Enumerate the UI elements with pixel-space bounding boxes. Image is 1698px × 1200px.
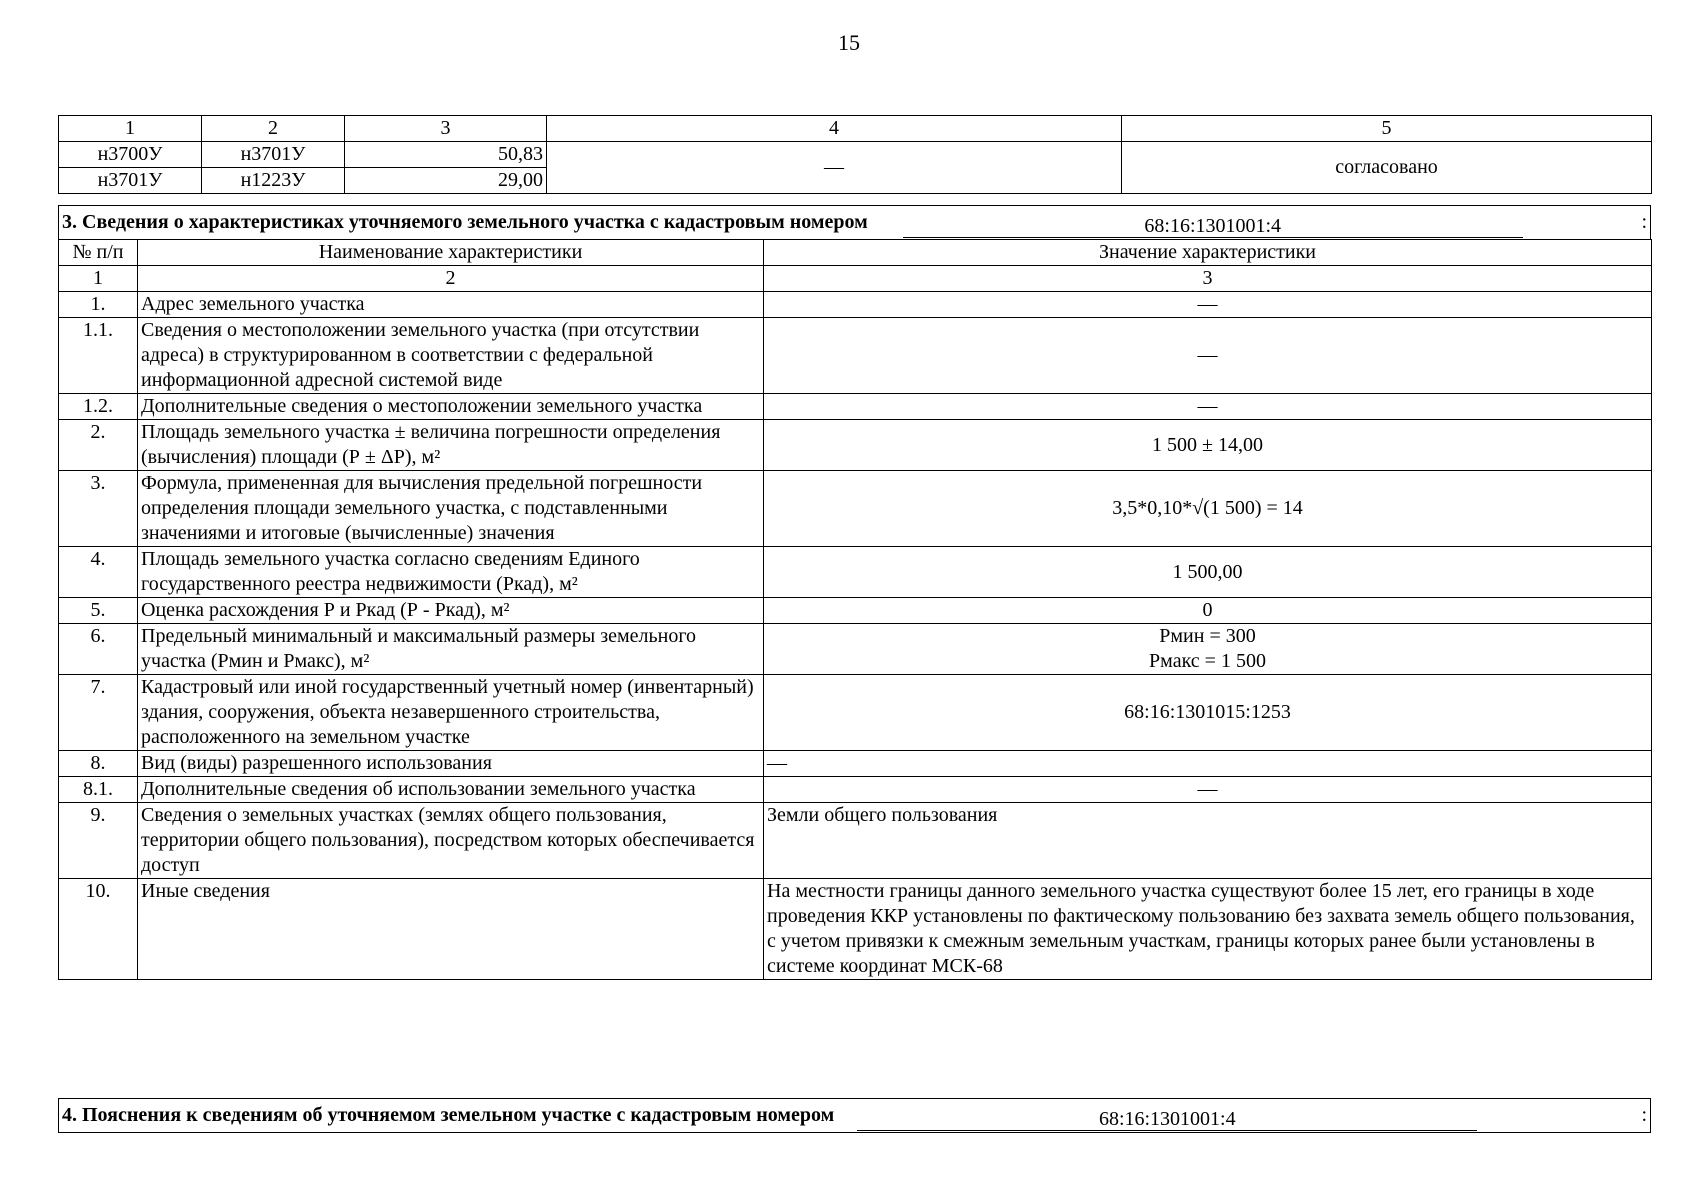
section-4-header bbox=[58, 1098, 1651, 1133]
characteristic-value: — bbox=[764, 292, 1652, 318]
table-row bbox=[59, 751, 1652, 777]
table-row bbox=[59, 420, 1652, 471]
row-number: 7. bbox=[59, 675, 138, 751]
column-number: 1 bbox=[59, 116, 202, 142]
column-number: 3 bbox=[764, 266, 1652, 292]
section-3-cadastral-number: 68:16:1301001:4 bbox=[903, 215, 1523, 238]
table-row bbox=[59, 292, 1652, 318]
characteristic-value: 68:16:1301015:1253 bbox=[764, 675, 1652, 751]
column-4-value: — bbox=[547, 142, 1122, 194]
characteristic-value bbox=[764, 624, 1652, 675]
table-row bbox=[59, 142, 1652, 168]
row-number: 3. bbox=[59, 471, 138, 547]
section-3-title: 3. Сведения о характеристиках уточняемого земельного участка с кадастровым номером bbox=[62, 211, 868, 233]
characteristic-name: Сведения о земельных участках (землях общего пользования, территории общего пользования), посредством которых обеспечивается доступ bbox=[138, 803, 764, 879]
table-row bbox=[59, 318, 1652, 394]
column-number: 5 bbox=[1122, 116, 1652, 142]
table-row bbox=[59, 394, 1652, 420]
characteristic-name: Дополнительные сведения о местоположении земельного участка bbox=[138, 394, 764, 420]
table-row bbox=[59, 879, 1652, 980]
characteristic-value: На местности границы данного земельного участка существуют более 15 лет, его границы в ходе проведения ККР установлены по фактическому пользованию без захвата земель общего пользования, с учетом привязки к смежным земельным участкам, границы которых ранее были установлены в системе координат МСК-68 bbox=[764, 879, 1652, 980]
characteristic-value: — bbox=[764, 751, 1652, 777]
row-number: 2. bbox=[59, 420, 138, 471]
column-number: 1 bbox=[59, 266, 138, 292]
characteristic-name: Адрес земельного участка bbox=[138, 292, 764, 318]
characteristic-value: 1 500 ± 14,00 bbox=[764, 420, 1652, 471]
characteristic-value: 3,5*0,10*√(1 500) = 14 bbox=[764, 471, 1652, 547]
table-row bbox=[59, 598, 1652, 624]
column-number: 3 bbox=[345, 116, 547, 142]
table-row bbox=[59, 675, 1652, 751]
row-number: 1. bbox=[59, 292, 138, 318]
header-value: Значение характеристики bbox=[764, 240, 1652, 266]
characteristic-name: Сведения о местоположении земельного участка (при отсутствии адреса) в структурированном в соответствии с федеральной информационной адресной системой виде bbox=[138, 318, 764, 394]
section-4-colon: : bbox=[1641, 1104, 1647, 1126]
section-3-title-cell bbox=[59, 206, 1651, 240]
characteristic-value: — bbox=[764, 394, 1652, 420]
characteristic-name: Кадастровый или иной государственный учетный номер (инвентарный) здания, сооружения, объекта незавершенного строительства, расположенного на земельном участке bbox=[138, 675, 764, 751]
section-3-header bbox=[58, 205, 1651, 240]
characteristic-name: Дополнительные сведения об использовании земельного участка bbox=[138, 777, 764, 803]
characteristic-name: Вид (виды) разрешенного использования bbox=[138, 751, 764, 777]
characteristic-value: — bbox=[764, 318, 1652, 394]
characteristic-name: Площадь земельного участка согласно сведениям Единого государственного реестра недвижимости (Ркад), м² bbox=[138, 547, 764, 598]
segment-length: 29,00 bbox=[345, 168, 547, 194]
characteristic-name: Оценка расхождения Р и Ркад (Р - Ркад), м² bbox=[138, 598, 764, 624]
table-row bbox=[59, 777, 1652, 803]
table-row bbox=[59, 624, 1652, 675]
row-number: 6. bbox=[59, 624, 138, 675]
min-size-value: Рмин = 300 bbox=[1159, 625, 1256, 647]
table-header-row bbox=[59, 116, 1652, 142]
agreement-status: согласовано bbox=[1122, 142, 1652, 194]
max-size-value: Рмакс = 1 500 bbox=[1149, 650, 1266, 672]
table-header-row bbox=[59, 240, 1652, 266]
row-number: 5. bbox=[59, 598, 138, 624]
row-number: 1.1. bbox=[59, 318, 138, 394]
header-number: № п/п bbox=[59, 240, 138, 266]
section-3-colon: : bbox=[1641, 211, 1647, 233]
characteristic-name: Предельный минимальный и максимальный размеры земельного участка (Рмин и Рмакс), м² bbox=[138, 624, 764, 675]
point-from: н3700У bbox=[59, 142, 202, 168]
characteristic-name: Иные сведения bbox=[138, 879, 764, 980]
section-4-title: 4. Пояснения к сведениям об уточняемом земельном участке с кадастровым номером bbox=[62, 1104, 835, 1126]
column-number: 2 bbox=[138, 266, 764, 292]
section-4-cadastral-number: 68:16:1301001:4 bbox=[857, 1108, 1477, 1131]
point-from: н3701У bbox=[59, 168, 202, 194]
characteristic-value: 0 bbox=[764, 598, 1652, 624]
table-row bbox=[59, 471, 1652, 547]
table-row bbox=[59, 803, 1652, 879]
row-number: 9. bbox=[59, 803, 138, 879]
characteristics-table bbox=[58, 239, 1652, 980]
page-number: 15 bbox=[838, 30, 860, 55]
row-number: 10. bbox=[59, 879, 138, 980]
section-4-title-cell bbox=[59, 1099, 1651, 1133]
row-number: 4. bbox=[59, 547, 138, 598]
row-number: 1.2. bbox=[59, 394, 138, 420]
boundary-parts-table bbox=[58, 115, 1652, 194]
row-number: 8.1. bbox=[59, 777, 138, 803]
header-name: Наименование характеристики bbox=[138, 240, 764, 266]
column-number: 4 bbox=[547, 116, 1122, 142]
row-number: 8. bbox=[59, 751, 138, 777]
segment-length: 50,83 bbox=[345, 142, 547, 168]
characteristic-name: Площадь земельного участка ± величина погрешности определения (вычисления) площади (Р ± ΔР), м² bbox=[138, 420, 764, 471]
point-to: н3701У bbox=[202, 142, 345, 168]
column-numbers-row bbox=[59, 266, 1652, 292]
column-number: 2 bbox=[202, 116, 345, 142]
characteristic-value: 1 500,00 bbox=[764, 547, 1652, 598]
point-to: н1223У bbox=[202, 168, 345, 194]
table-row bbox=[59, 547, 1652, 598]
characteristic-name: Формула, примененная для вычисления предельной погрешности определения площади земельного участка, с подставленными значениями и итоговые (вычисленные) значения bbox=[138, 471, 764, 547]
characteristic-value: Земли общего пользования bbox=[764, 803, 1652, 879]
characteristic-value: — bbox=[764, 777, 1652, 803]
